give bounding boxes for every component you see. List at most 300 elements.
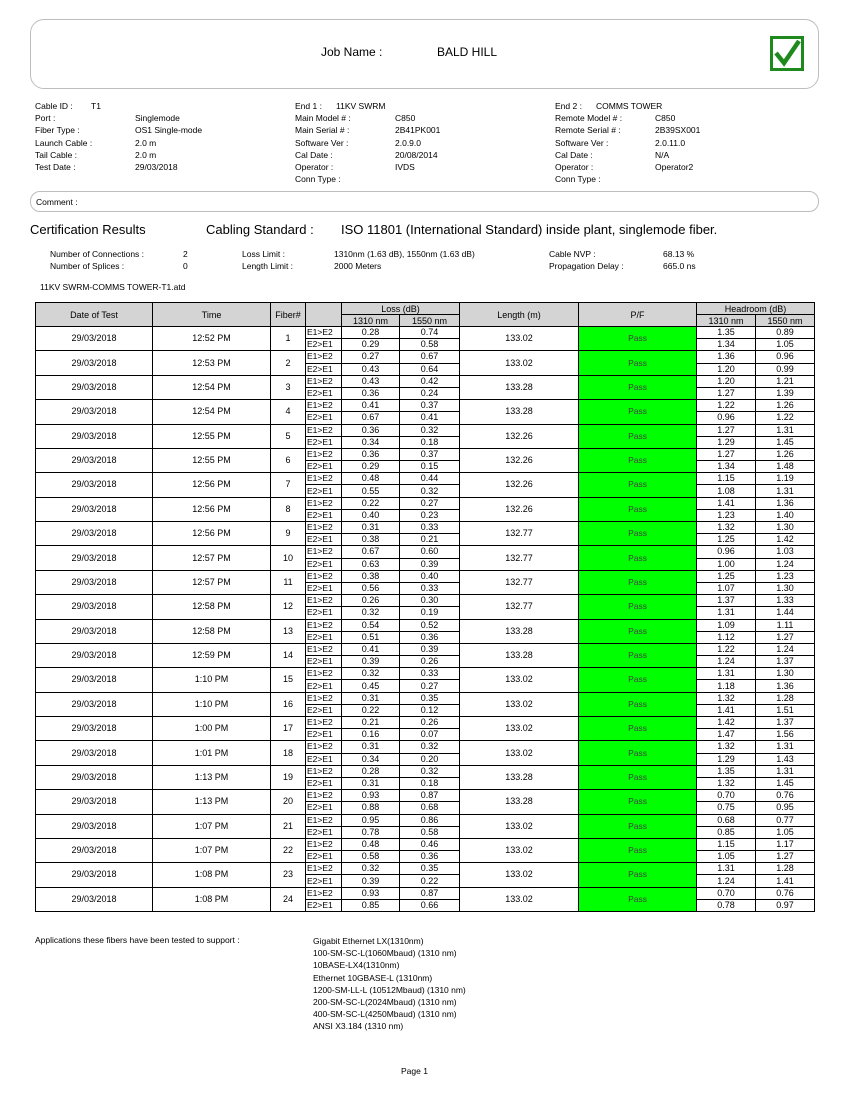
loss-1550-cell: 0.87 <box>400 887 460 899</box>
table-row <box>36 790 815 802</box>
headroom-1310-cell: 1.32 <box>697 777 756 789</box>
headroom-1550-cell: 1.56 <box>756 729 815 741</box>
pass-fail-cell: Pass <box>579 741 697 765</box>
job-name-label: Job Name : <box>321 45 383 59</box>
headroom-1310-cell: 1.27 <box>697 448 756 460</box>
tail-cable-label: Tail Cable : <box>35 149 78 160</box>
test-date-cell: 29/03/2018 <box>36 643 153 667</box>
end2-info <box>555 100 805 185</box>
col-time-header: Time <box>153 303 271 327</box>
end1-conn-type-label: Conn Type : <box>295 174 341 185</box>
time-cell: 12:57 PM <box>153 570 271 594</box>
loss-1550-cell: 0.07 <box>400 729 460 741</box>
loss-1550-cell: 0.26 <box>400 656 460 668</box>
end2-label: End 2 : <box>555 101 582 111</box>
headroom-1310-cell: 1.36 <box>697 351 756 363</box>
pass-fail-cell: Pass <box>579 619 697 643</box>
test-date-cell: 29/03/2018 <box>36 448 153 472</box>
headroom-1550-cell: 1.36 <box>756 497 815 509</box>
length-cell: 133.02 <box>460 741 579 765</box>
headroom-1550-cell: 1.36 <box>756 680 815 692</box>
direction-cell: E2>E1 <box>306 680 342 692</box>
loss-1310-cell: 0.21 <box>342 717 400 729</box>
loss-1550-cell: 0.39 <box>400 643 460 655</box>
loss-1310-cell: 0.67 <box>342 412 400 424</box>
time-cell: 12:52 PM <box>153 327 271 351</box>
main-model-value: C850 <box>395 113 416 124</box>
cable-id-label: Cable ID : <box>35 101 73 111</box>
loss-1550-cell: 0.32 <box>400 424 460 436</box>
comment-label: Comment : <box>36 197 78 207</box>
loss-limit-label: Loss Limit : <box>242 249 285 259</box>
loss-1310-cell: 0.54 <box>342 619 400 631</box>
launch-cable-value: 2.0 m <box>135 137 157 148</box>
table-row <box>36 400 815 412</box>
connections-value: 2 <box>183 249 188 259</box>
application-item: Gigabit Ethernet LX(1310nm) <box>313 936 424 946</box>
loss-1310-cell: 0.36 <box>342 387 400 399</box>
length-cell: 133.02 <box>460 327 579 351</box>
end2-operator-label: Operator : <box>555 161 594 172</box>
test-date-cell: 29/03/2018 <box>36 522 153 546</box>
loss-1550-cell: 0.46 <box>400 838 460 850</box>
headroom-1550-cell: 1.27 <box>756 851 815 863</box>
cable-info <box>35 100 275 173</box>
time-cell: 1:10 PM <box>153 692 271 716</box>
headroom-1550-cell: 1.24 <box>756 643 815 655</box>
loss-1310-cell: 0.34 <box>342 436 400 448</box>
direction-cell: E2>E1 <box>306 753 342 765</box>
direction-cell: E1>E2 <box>306 375 342 387</box>
test-date-cell: 29/03/2018 <box>36 887 153 911</box>
loss-1310-cell: 0.51 <box>342 631 400 643</box>
fiber-cell: 1 <box>271 327 306 351</box>
col-headroom-1550-header: 1550 nm <box>756 315 815 327</box>
loss-1550-cell: 0.86 <box>400 814 460 826</box>
length-cell: 132.26 <box>460 497 579 521</box>
loss-1310-cell: 0.32 <box>342 863 400 875</box>
end1-software-label: Software Ver : <box>295 137 349 148</box>
loss-1310-cell: 0.22 <box>342 497 400 509</box>
time-cell: 1:07 PM <box>153 814 271 838</box>
loss-1310-cell: 0.93 <box>342 790 400 802</box>
direction-cell: E2>E1 <box>306 656 342 668</box>
headroom-1550-cell: 0.97 <box>756 899 815 911</box>
headroom-1550-cell: 1.30 <box>756 668 815 680</box>
headroom-1310-cell: 1.24 <box>697 875 756 887</box>
table-row <box>36 327 815 339</box>
loss-1310-cell: 0.43 <box>342 363 400 375</box>
headroom-1310-cell: 1.41 <box>697 497 756 509</box>
fiber-cell: 12 <box>271 595 306 619</box>
loss-1310-cell: 0.67 <box>342 546 400 558</box>
headroom-1310-cell: 1.32 <box>697 522 756 534</box>
loss-1310-cell: 0.27 <box>342 351 400 363</box>
table-row <box>36 741 815 753</box>
test-date-cell: 29/03/2018 <box>36 765 153 789</box>
loss-1310-cell: 0.38 <box>342 570 400 582</box>
headroom-1550-cell: 0.99 <box>756 363 815 375</box>
table-row <box>36 424 815 436</box>
fiber-type-label: Fiber Type : <box>35 125 80 136</box>
fiber-cell: 15 <box>271 668 306 692</box>
cable-nvp-label: Cable NVP : <box>549 249 596 259</box>
headroom-1310-cell: 1.23 <box>697 509 756 521</box>
col-date-header: Date of Test <box>36 303 153 327</box>
headroom-1550-cell: 1.37 <box>756 717 815 729</box>
length-cell: 133.02 <box>460 351 579 375</box>
headroom-1310-cell: 0.96 <box>697 412 756 424</box>
end2-operator-value: Operator2 <box>655 161 694 172</box>
col-loss-header: Loss (dB) <box>342 303 460 315</box>
loss-1310-cell: 0.56 <box>342 582 400 594</box>
fiber-cell: 24 <box>271 887 306 911</box>
direction-cell: E1>E2 <box>306 863 342 875</box>
headroom-1550-cell: 1.37 <box>756 656 815 668</box>
length-cell: 133.02 <box>460 887 579 911</box>
pass-fail-cell: Pass <box>579 887 697 911</box>
test-date-cell: 29/03/2018 <box>36 497 153 521</box>
length-cell: 132.26 <box>460 424 579 448</box>
headroom-1310-cell: 1.05 <box>697 851 756 863</box>
headroom-1550-cell: 1.03 <box>756 546 815 558</box>
headroom-1310-cell: 1.32 <box>697 692 756 704</box>
length-cell: 133.02 <box>460 668 579 692</box>
headroom-1310-cell: 1.35 <box>697 327 756 339</box>
fiber-cell: 4 <box>271 400 306 424</box>
table-row <box>36 619 815 631</box>
headroom-1310-cell: 1.34 <box>697 461 756 473</box>
loss-1310-cell: 0.40 <box>342 509 400 521</box>
end1-cal-date-value: 20/08/2014 <box>395 149 438 160</box>
splices-value: 0 <box>183 261 188 271</box>
time-cell: 1:13 PM <box>153 765 271 789</box>
loss-1310-cell: 0.55 <box>342 485 400 497</box>
direction-cell: E2>E1 <box>306 875 342 887</box>
direction-cell: E1>E2 <box>306 448 342 460</box>
loss-1310-cell: 0.58 <box>342 851 400 863</box>
loss-1310-cell: 0.32 <box>342 607 400 619</box>
loss-1550-cell: 0.74 <box>400 327 460 339</box>
length-cell: 133.02 <box>460 838 579 862</box>
headroom-1310-cell: 0.75 <box>697 802 756 814</box>
job-name: BALD HILL <box>437 45 498 59</box>
pass-fail-cell: Pass <box>579 351 697 375</box>
loss-1550-cell: 0.36 <box>400 851 460 863</box>
headroom-1550-cell: 1.26 <box>756 448 815 460</box>
loss-1310-cell: 0.29 <box>342 461 400 473</box>
fiber-cell: 21 <box>271 814 306 838</box>
headroom-1550-cell: 1.45 <box>756 436 815 448</box>
length-cell: 132.77 <box>460 595 579 619</box>
headroom-1310-cell: 0.70 <box>697 887 756 899</box>
test-date-cell: 29/03/2018 <box>36 619 153 643</box>
loss-1550-cell: 0.12 <box>400 704 460 716</box>
test-date-cell: 29/03/2018 <box>36 668 153 692</box>
headroom-1310-cell: 1.25 <box>697 570 756 582</box>
loss-1550-cell: 0.58 <box>400 826 460 838</box>
loss-1550-cell: 0.39 <box>400 558 460 570</box>
headroom-1310-cell: 0.78 <box>697 899 756 911</box>
table-row <box>36 887 815 899</box>
loss-1310-cell: 0.63 <box>342 558 400 570</box>
pass-fail-cell: Pass <box>579 717 697 741</box>
length-cell: 133.28 <box>460 765 579 789</box>
fiber-cell: 2 <box>271 351 306 375</box>
pass-fail-cell: Pass <box>579 814 697 838</box>
time-cell: 1:08 PM <box>153 887 271 911</box>
headroom-1310-cell: 1.18 <box>697 680 756 692</box>
time-cell: 12:54 PM <box>153 375 271 399</box>
headroom-1550-cell: 1.48 <box>756 461 815 473</box>
length-cell: 133.28 <box>460 790 579 814</box>
loss-1310-cell: 0.95 <box>342 814 400 826</box>
job-header <box>30 19 819 89</box>
loss-1550-cell: 0.41 <box>400 412 460 424</box>
loss-1550-cell: 0.60 <box>400 546 460 558</box>
main-serial-value: 2B41PK001 <box>395 125 441 136</box>
headroom-1310-cell: 1.22 <box>697 643 756 655</box>
test-date-cell: 29/03/2018 <box>36 814 153 838</box>
headroom-1550-cell: 1.51 <box>756 704 815 716</box>
table-row <box>36 668 815 680</box>
headroom-1310-cell: 1.00 <box>697 558 756 570</box>
time-cell: 12:56 PM <box>153 497 271 521</box>
loss-1310-cell: 0.34 <box>342 753 400 765</box>
loss-1310-cell: 0.31 <box>342 777 400 789</box>
end1-label: End 1 : <box>295 101 322 111</box>
headroom-1550-cell: 1.30 <box>756 582 815 594</box>
headroom-1550-cell: 0.76 <box>756 887 815 899</box>
port-label: Port : <box>35 113 56 124</box>
loss-1310-cell: 0.45 <box>342 680 400 692</box>
headroom-1550-cell: 1.31 <box>756 741 815 753</box>
headroom-1550-cell: 1.31 <box>756 485 815 497</box>
length-cell: 133.02 <box>460 814 579 838</box>
table-row <box>36 595 815 607</box>
fiber-cell: 13 <box>271 619 306 643</box>
fiber-cell: 5 <box>271 424 306 448</box>
propagation-delay-value: 665.0 ns <box>663 261 696 271</box>
fiber-cell: 8 <box>271 497 306 521</box>
headroom-1550-cell: 1.39 <box>756 387 815 399</box>
pass-fail-cell: Pass <box>579 692 697 716</box>
direction-cell: E1>E2 <box>306 887 342 899</box>
loss-1310-cell: 0.26 <box>342 595 400 607</box>
headroom-1550-cell: 1.42 <box>756 534 815 546</box>
headroom-1550-cell: 1.17 <box>756 838 815 850</box>
length-limit-label: Length Limit : <box>242 261 294 271</box>
loss-1550-cell: 0.33 <box>400 668 460 680</box>
col-loss-1550-header: 1550 nm <box>400 315 460 327</box>
pass-fail-cell: Pass <box>579 424 697 448</box>
headroom-1310-cell: 1.20 <box>697 375 756 387</box>
test-date-cell: 29/03/2018 <box>36 717 153 741</box>
loss-1550-cell: 0.19 <box>400 607 460 619</box>
loss-1550-cell: 0.33 <box>400 522 460 534</box>
time-cell: 12:59 PM <box>153 643 271 667</box>
loss-1550-cell: 0.87 <box>400 790 460 802</box>
table-row <box>36 814 815 826</box>
headroom-1550-cell: 1.19 <box>756 473 815 485</box>
length-cell: 132.77 <box>460 546 579 570</box>
test-date-cell: 29/03/2018 <box>36 546 153 570</box>
launch-cable-label: Launch Cable : <box>35 137 93 148</box>
time-cell: 1:00 PM <box>153 717 271 741</box>
loss-1310-cell: 0.48 <box>342 473 400 485</box>
length-cell: 133.02 <box>460 692 579 716</box>
loss-1550-cell: 0.44 <box>400 473 460 485</box>
fiber-cell: 3 <box>271 375 306 399</box>
time-cell: 1:01 PM <box>153 741 271 765</box>
loss-1550-cell: 0.30 <box>400 595 460 607</box>
end2-cal-date-value: N/A <box>655 149 670 160</box>
loss-1550-cell: 0.21 <box>400 534 460 546</box>
loss-1550-cell: 0.37 <box>400 448 460 460</box>
remote-model-value: C850 <box>655 113 676 124</box>
loss-1310-cell: 0.28 <box>342 327 400 339</box>
loss-1550-cell: 0.27 <box>400 680 460 692</box>
table-row <box>36 351 815 363</box>
loss-1550-cell: 0.35 <box>400 863 460 875</box>
headroom-1550-cell: 0.76 <box>756 790 815 802</box>
direction-cell: E2>E1 <box>306 582 342 594</box>
results-table <box>35 302 815 912</box>
pass-fail-cell: Pass <box>579 473 697 497</box>
col-pf-header: P/F <box>579 303 697 327</box>
headroom-1310-cell: 1.12 <box>697 631 756 643</box>
headroom-1310-cell: 1.08 <box>697 485 756 497</box>
direction-cell: E2>E1 <box>306 607 342 619</box>
direction-cell: E1>E2 <box>306 741 342 753</box>
headroom-1310-cell: 1.22 <box>697 400 756 412</box>
headroom-1550-cell: 1.21 <box>756 375 815 387</box>
direction-cell: E1>E2 <box>306 595 342 607</box>
headroom-1550-cell: 1.26 <box>756 400 815 412</box>
loss-1310-cell: 0.38 <box>342 534 400 546</box>
headroom-1550-cell: 1.28 <box>756 863 815 875</box>
headroom-1310-cell: 1.31 <box>697 607 756 619</box>
connections-label: Number of Connections : <box>50 249 145 259</box>
direction-cell: E2>E1 <box>306 777 342 789</box>
application-item: 10BASE-LX4(1310nm) <box>313 960 400 971</box>
pass-fail-cell: Pass <box>579 400 697 424</box>
headroom-1310-cell: 0.68 <box>697 814 756 826</box>
loss-1310-cell: 0.85 <box>342 899 400 911</box>
remote-model-label: Remote Model # : <box>555 113 623 124</box>
direction-cell: E2>E1 <box>306 631 342 643</box>
loss-1310-cell: 0.78 <box>342 826 400 838</box>
headroom-1310-cell: 1.25 <box>697 534 756 546</box>
checkmark-icon <box>770 36 804 71</box>
headroom-1550-cell: 0.89 <box>756 327 815 339</box>
fiber-cell: 20 <box>271 790 306 814</box>
loss-1550-cell: 0.23 <box>400 509 460 521</box>
loss-1310-cell: 0.31 <box>342 522 400 534</box>
direction-cell: E1>E2 <box>306 814 342 826</box>
direction-cell: E2>E1 <box>306 851 342 863</box>
end2-name: COMMS TOWER <box>596 101 663 111</box>
length-cell: 133.28 <box>460 400 579 424</box>
loss-1310-cell: 0.32 <box>342 668 400 680</box>
direction-cell: E2>E1 <box>306 436 342 448</box>
fiber-cell: 23 <box>271 863 306 887</box>
direction-cell: E1>E2 <box>306 546 342 558</box>
headroom-1310-cell: 0.96 <box>697 546 756 558</box>
test-date-cell: 29/03/2018 <box>36 570 153 594</box>
table-row <box>36 375 815 387</box>
time-cell: 12:56 PM <box>153 473 271 497</box>
loss-1550-cell: 0.36 <box>400 631 460 643</box>
direction-cell: E1>E2 <box>306 765 342 777</box>
length-cell: 133.02 <box>460 717 579 741</box>
direction-cell: E1>E2 <box>306 838 342 850</box>
length-cell: 132.26 <box>460 473 579 497</box>
length-limit-value: 2000 Meters <box>334 261 382 271</box>
loss-1550-cell: 0.22 <box>400 875 460 887</box>
direction-cell: E1>E2 <box>306 717 342 729</box>
end1-operator-label: Operator : <box>295 161 334 172</box>
headroom-1550-cell: 1.05 <box>756 339 815 351</box>
headroom-1310-cell: 1.27 <box>697 424 756 436</box>
page-number: Page 1 <box>401 1066 428 1076</box>
direction-cell: E1>E2 <box>306 790 342 802</box>
time-cell: 1:07 PM <box>153 838 271 862</box>
test-date-cell: 29/03/2018 <box>36 473 153 497</box>
direction-cell: E2>E1 <box>306 899 342 911</box>
headroom-1310-cell: 1.29 <box>697 436 756 448</box>
direction-cell: E2>E1 <box>306 802 342 814</box>
loss-1310-cell: 0.36 <box>342 424 400 436</box>
tail-cable-value: 2.0 m <box>135 149 157 160</box>
pass-fail-cell: Pass <box>579 570 697 594</box>
application-item: ANSI X3.184 (1310 nm) <box>313 1021 404 1032</box>
fiber-cell: 6 <box>271 448 306 472</box>
headroom-1550-cell: 1.05 <box>756 826 815 838</box>
direction-cell: E2>E1 <box>306 509 342 521</box>
direction-cell: E2>E1 <box>306 461 342 473</box>
fiber-cell: 10 <box>271 546 306 570</box>
test-date-cell: 29/03/2018 <box>36 400 153 424</box>
loss-1550-cell: 0.15 <box>400 461 460 473</box>
cabling-standard-value: ISO 11801 (International Standard) inside plant, singlemode fiber. <box>341 222 718 237</box>
table-row <box>36 717 815 729</box>
table-row <box>36 448 815 460</box>
time-cell: 12:53 PM <box>153 351 271 375</box>
headroom-1310-cell: 1.07 <box>697 582 756 594</box>
loss-1550-cell: 0.20 <box>400 753 460 765</box>
headroom-1310-cell: 1.34 <box>697 339 756 351</box>
table-row <box>36 838 815 850</box>
headroom-1310-cell: 1.09 <box>697 619 756 631</box>
pass-fail-cell: Pass <box>579 448 697 472</box>
headroom-1550-cell: 0.96 <box>756 351 815 363</box>
port-value: Singlemode <box>135 113 180 124</box>
fiber-cell: 14 <box>271 643 306 667</box>
headroom-1310-cell: 1.41 <box>697 704 756 716</box>
fiber-cell: 18 <box>271 741 306 765</box>
fiber-cell: 9 <box>271 522 306 546</box>
fiber-cell: 22 <box>271 838 306 862</box>
table-row <box>36 570 815 582</box>
main-model-label: Main Model # : <box>295 113 351 124</box>
test-date-cell: 29/03/2018 <box>36 692 153 716</box>
headroom-1310-cell: 1.32 <box>697 741 756 753</box>
application-item: 200-SM-SC-L(2024Mbaud) (1310 nm) <box>313 997 457 1008</box>
file-name: 11KV SWRM-COMMS TOWER-T1.atd <box>40 282 186 292</box>
direction-cell: E2>E1 <box>306 485 342 497</box>
application-item: 400-SM-SC-L(4250Mbaud) (1310 nm) <box>313 1009 457 1020</box>
